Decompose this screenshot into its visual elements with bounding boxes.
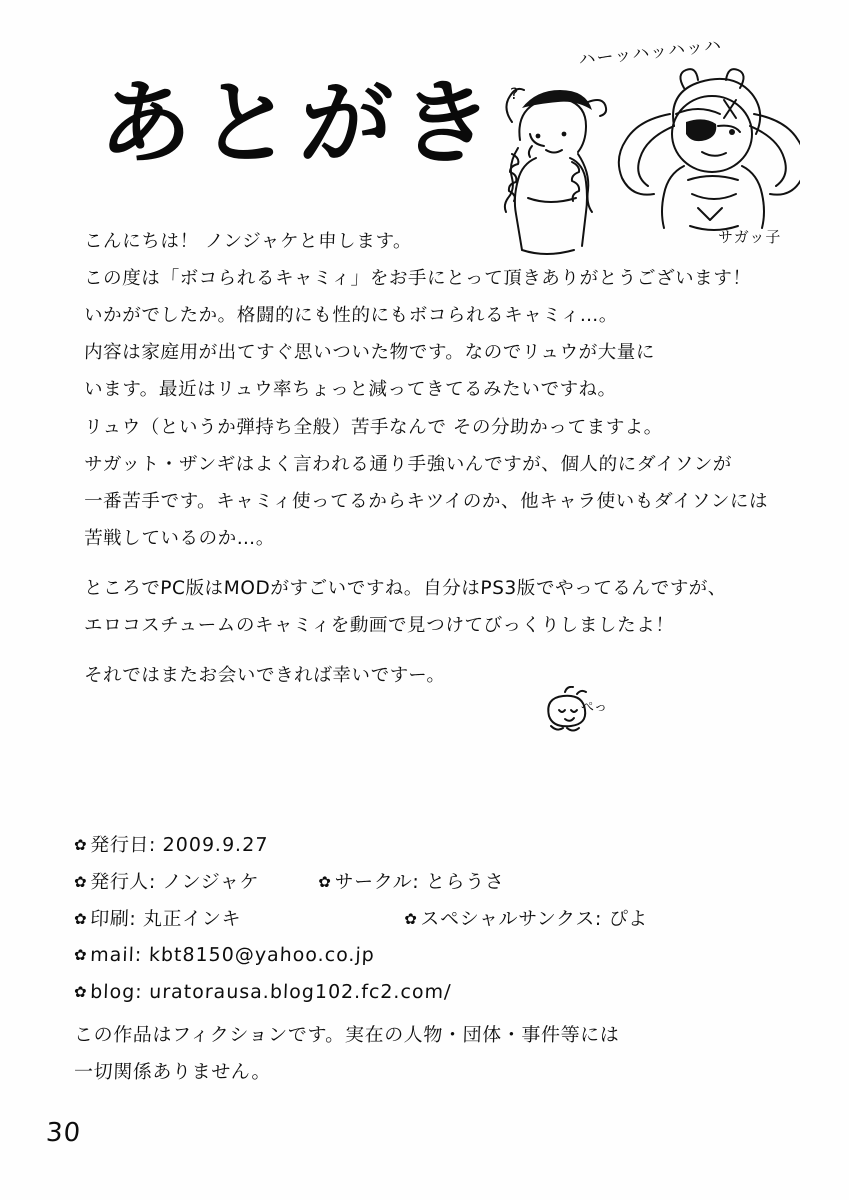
colophon-value: 丸正インキ xyxy=(142,907,242,930)
afterword-line: いかがでしたか。格闘的にも性的にもボコられるキャミィ…。 xyxy=(83,305,619,327)
colophon xyxy=(74,830,794,1093)
colophon-row-publisher xyxy=(73,867,794,898)
afterword-line: 内容は家庭用が出てすぐ思いついた物です。なのでリュウが大量に xyxy=(83,342,656,364)
star-icon: ✿ xyxy=(73,836,88,854)
afterword-line: います。最近はリュウ率ちょっと減ってきてるみたいですね。 xyxy=(83,379,618,401)
question-mark: ? xyxy=(510,84,519,103)
afterword-line: 一番苦手です。キャミィ使ってるからキツイのか、他キャラ使いもダイソンには xyxy=(83,490,769,512)
page-number: 30 xyxy=(44,1118,83,1148)
colophon-row-printer xyxy=(73,904,794,935)
afterword-line: リュウ（というか弾持ち全般）苦手なんで その分助かってますよ。 xyxy=(83,416,664,438)
blog-url-value[interactable]: uratorausa.blog102.fc2.com/ xyxy=(148,981,452,1004)
character-label: サガッ子 xyxy=(718,228,782,246)
colophon-value-2: とらうさ xyxy=(425,870,505,893)
colophon-label: blog: xyxy=(89,981,144,1004)
page-title: あとがき xyxy=(97,70,503,177)
star-icon: ✿ xyxy=(73,872,88,891)
colophon-label: 発行人: xyxy=(89,870,157,893)
colophon-value-2: ぴよ xyxy=(608,907,649,930)
afterword-line: この度は「ボコられるキャミィ」をお手にとって頂きありがとうございます！ xyxy=(83,268,752,290)
afterword-line: サガット・ザンギはよく言われる通り手強いんですが、個人的にダイソンが xyxy=(83,453,733,475)
colophon-label: 印刷: xyxy=(89,907,137,930)
disclaimer-line-2: 一切関係ありません。 xyxy=(73,1060,272,1083)
colophon-row-date xyxy=(73,830,794,861)
afterword-line: ところでPC版はMODがすごいですね。自分はPS3版でやってるんですが、 xyxy=(83,577,728,599)
star-icon: ✿ xyxy=(404,909,418,928)
blob-doodle xyxy=(537,686,607,736)
afterword-line: こんにちは！ ノンジャケと申します。 xyxy=(83,231,413,252)
star-icon: ✿ xyxy=(317,872,332,891)
colophon-row-blog xyxy=(73,977,794,1008)
afterword-line: 苦戦しているのか…。 xyxy=(83,527,276,549)
colophon-label: mail: xyxy=(89,944,143,967)
colophon-value: ノンジャケ xyxy=(162,870,260,893)
colophon-row-mail xyxy=(73,940,794,971)
email-value[interactable]: kbt8150@yahoo.co.jp xyxy=(148,944,376,967)
colophon-value: 2009.9.27 xyxy=(162,834,269,856)
star-icon: ✿ xyxy=(73,909,88,928)
star-icon: ✿ xyxy=(73,983,88,1002)
blob-text: ぺっ xyxy=(581,700,608,715)
afterword-body xyxy=(84,228,774,699)
star-icon: ✿ xyxy=(73,946,88,965)
laugh-text: ハーッハッハッハ xyxy=(577,35,723,71)
disclaimer-line-1: この作品はフィクションです。実在の人物・団体・事件等には xyxy=(73,1023,620,1046)
afterword-line: それではまたお会いできれば幸いですー。 xyxy=(83,665,446,687)
afterword-line: エロコスチュームのキャミィを動画で見つけてびっくりしましたよ！ xyxy=(83,615,675,637)
colophon-label: 発行日: xyxy=(89,834,157,856)
colophon-label-2: サークル: xyxy=(334,870,420,893)
colophon-label-2: スペシャルサンクス: xyxy=(420,907,603,930)
